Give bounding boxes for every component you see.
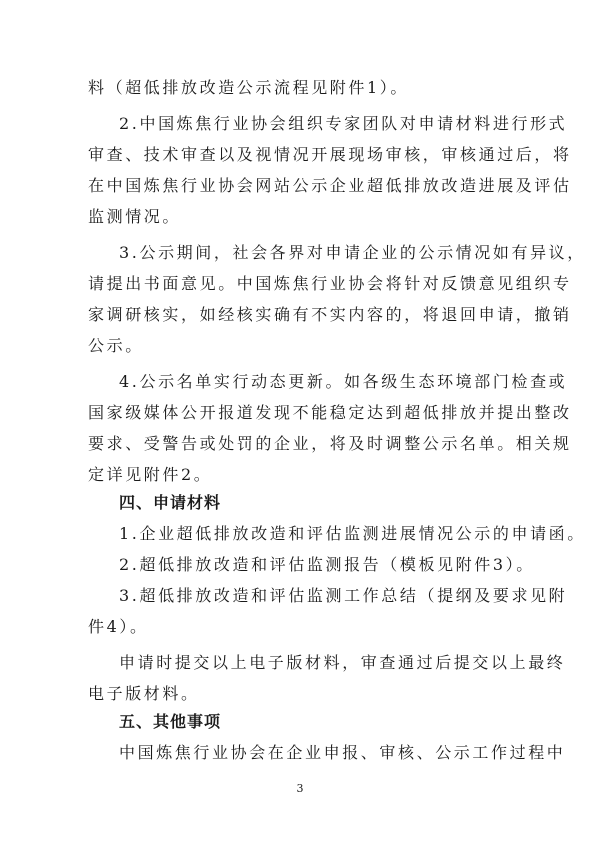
section-heading: 五、其他事项 <box>119 712 222 731</box>
text-line: 件4）。 <box>88 617 149 636</box>
text-line: 监测情况。 <box>88 207 182 226</box>
text-line: 2.中国炼焦行业协会组织专家团队对申请材料进行形式 <box>119 114 568 133</box>
text-line: 1.企业超低排放改造和评估监测进展情况公示的申请函。 <box>119 524 586 543</box>
text-line: 电子版材料。 <box>88 684 200 703</box>
text-line: 审查、技术审查以及视情况开展现场审核，审核通过后，将 <box>88 145 572 164</box>
text-line: 国家级媒体公开报道发现不能稳定达到超低排放并提出整改 <box>88 403 572 422</box>
text-line: 在中国炼焦行业协会网站公示企业超低排放改造进展及评估 <box>88 176 572 195</box>
page-number: 3 <box>296 782 304 795</box>
text-line: 料（超低排放改造公示流程见附件1）。 <box>88 78 409 97</box>
text-line: 要求、受警告或处罚的企业，将及时调整公示名单。相关规 <box>88 434 572 453</box>
text-line: 3.公示期间，社会各界对申请企业的公示情况如有异议， <box>119 243 586 262</box>
text-line: 定详见附件2。 <box>88 465 213 484</box>
text-line: 请提出书面意见。中国炼焦行业协会将针对反馈意见组织专 <box>88 274 572 293</box>
text-line: 2.超低排放改造和评估监测报告（模板见附件3）。 <box>119 555 535 574</box>
text-line: 申请时提交以上电子版材料，审查通过后提交以上最终 <box>119 653 566 672</box>
text-line: 3.超低排放改造和评估监测工作总结（提纲及要求见附 <box>119 586 568 605</box>
text-line: 家调研核实，如经核实确有不实内容的，将退回申请，撤销 <box>88 305 572 324</box>
section-heading: 四、申请材料 <box>119 493 222 512</box>
text-line: 4.公示名单实行动态更新。如各级生态环境部门检查或 <box>119 372 568 391</box>
text-line: 中国炼焦行业协会在企业申报、审核、公示工作过程中 <box>119 743 566 762</box>
text-line: 公示。 <box>88 336 144 355</box>
